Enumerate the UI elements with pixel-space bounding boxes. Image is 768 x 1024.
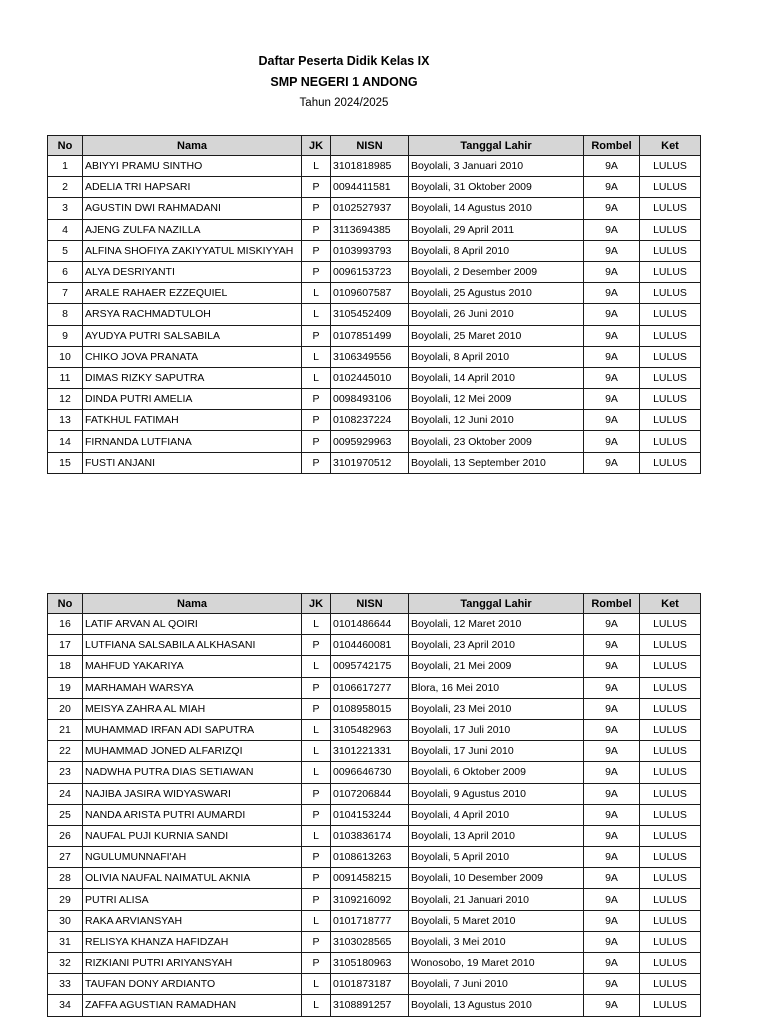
cell-no: 32 xyxy=(48,953,83,974)
table-row xyxy=(48,847,701,868)
cell-tanggal-lahir: Wonosobo, 19 Maret 2010 xyxy=(409,953,584,974)
cell-tanggal-lahir: Boyolali, 5 Maret 2010 xyxy=(409,910,584,931)
cell-nama: DIMAS RIZKY SAPUTRA xyxy=(83,367,302,388)
cell-tanggal-lahir: Boyolali, 13 April 2010 xyxy=(409,825,584,846)
table-row xyxy=(48,410,701,431)
cell-ket: LULUS xyxy=(640,804,701,825)
cell-rombel: 9A xyxy=(584,698,640,719)
cell-no: 14 xyxy=(48,431,83,452)
cell-nama: FUSTI ANJANI xyxy=(83,452,302,473)
cell-no: 30 xyxy=(48,910,83,931)
cell-rombel: 9A xyxy=(584,656,640,677)
cell-no: 5 xyxy=(48,240,83,261)
cell-jk: P xyxy=(302,198,331,219)
cell-ket: LULUS xyxy=(640,868,701,889)
cell-nisn: 0101873187 xyxy=(331,974,409,995)
cell-tanggal-lahir: Boyolali, 21 Januari 2010 xyxy=(409,889,584,910)
cell-jk: L xyxy=(302,367,331,388)
col-header-nisn: NISN xyxy=(331,136,409,156)
cell-nisn: 0101718777 xyxy=(331,910,409,931)
cell-ket: LULUS xyxy=(640,410,701,431)
table-row xyxy=(48,156,701,177)
cell-no: 16 xyxy=(48,614,83,635)
cell-nama: NADWHA PUTRA DIAS SETIAWAN xyxy=(83,762,302,783)
cell-tanggal-lahir: Blora, 16 Mei 2010 xyxy=(409,677,584,698)
cell-tanggal-lahir: Boyolali, 3 Januari 2010 xyxy=(409,156,584,177)
table-row xyxy=(48,346,701,367)
cell-rombel: 9A xyxy=(584,177,640,198)
cell-nama: RAKA ARVIANSYAH xyxy=(83,910,302,931)
cell-jk: P xyxy=(302,783,331,804)
col-header-rombel: Rombel xyxy=(584,594,640,614)
cell-rombel: 9A xyxy=(584,719,640,740)
cell-nisn: 3109216092 xyxy=(331,889,409,910)
cell-ket: LULUS xyxy=(640,198,701,219)
cell-rombel: 9A xyxy=(584,261,640,282)
cell-tanggal-lahir: Boyolali, 26 Juni 2010 xyxy=(409,304,584,325)
cell-tanggal-lahir: Boyolali, 12 Mei 2009 xyxy=(409,389,584,410)
cell-ket: LULUS xyxy=(640,974,701,995)
cell-nisn: 0096153723 xyxy=(331,261,409,282)
cell-no: 29 xyxy=(48,889,83,910)
cell-no: 28 xyxy=(48,868,83,889)
cell-tanggal-lahir: Boyolali, 13 Agustus 2010 xyxy=(409,995,584,1016)
cell-rombel: 9A xyxy=(584,283,640,304)
cell-ket: LULUS xyxy=(640,304,701,325)
cell-nama: MUHAMMAD JONED ALFARIZQI xyxy=(83,741,302,762)
cell-nisn: 0104153244 xyxy=(331,804,409,825)
cell-nisn: 0108237224 xyxy=(331,410,409,431)
cell-ket: LULUS xyxy=(640,719,701,740)
table-row xyxy=(48,304,701,325)
cell-nisn: 0091458215 xyxy=(331,868,409,889)
cell-nama: FATKHUL FATIMAH xyxy=(83,410,302,431)
cell-rombel: 9A xyxy=(584,847,640,868)
cell-jk: L xyxy=(302,656,331,677)
cell-jk: P xyxy=(302,219,331,240)
cell-nama: RELISYA KHANZA HAFIDZAH xyxy=(83,931,302,952)
cell-tanggal-lahir: Boyolali, 7 Juni 2010 xyxy=(409,974,584,995)
cell-nisn: 3108891257 xyxy=(331,995,409,1016)
cell-nisn: 0109607587 xyxy=(331,283,409,304)
cell-tanggal-lahir: Boyolali, 14 April 2010 xyxy=(409,367,584,388)
cell-rombel: 9A xyxy=(584,389,640,410)
cell-rombel: 9A xyxy=(584,367,640,388)
cell-no: 34 xyxy=(48,995,83,1016)
cell-nama: AGUSTIN DWI RAHMADANI xyxy=(83,198,302,219)
cell-nama: RIZKIANI PUTRI ARIYANSYAH xyxy=(83,953,302,974)
cell-ket: LULUS xyxy=(640,156,701,177)
cell-nama: NAJIBA JASIRA WIDYASWARI xyxy=(83,783,302,804)
cell-nisn: 0107206844 xyxy=(331,783,409,804)
cell-rombel: 9A xyxy=(584,804,640,825)
cell-ket: LULUS xyxy=(640,783,701,804)
cell-tanggal-lahir: Boyolali, 5 April 2010 xyxy=(409,847,584,868)
cell-nama: PUTRI ALISA xyxy=(83,889,302,910)
cell-rombel: 9A xyxy=(584,889,640,910)
cell-nama: AJENG ZULFA NAZILLA xyxy=(83,219,302,240)
cell-tanggal-lahir: Boyolali, 29 April 2011 xyxy=(409,219,584,240)
cell-rombel: 9A xyxy=(584,410,640,431)
cell-nisn: 0103993793 xyxy=(331,240,409,261)
academic-year: Tahun 2024/2025 xyxy=(299,97,389,109)
cell-rombel: 9A xyxy=(584,304,640,325)
cell-no: 4 xyxy=(48,219,83,240)
cell-jk: P xyxy=(302,804,331,825)
col-header-nisn: NISN xyxy=(331,594,409,614)
student-table-1 xyxy=(47,135,701,474)
cell-no: 6 xyxy=(48,261,83,282)
col-header-tanggal-lahir: Tanggal Lahir xyxy=(409,594,584,614)
cell-jk: L xyxy=(302,304,331,325)
cell-nisn: 3105482963 xyxy=(331,719,409,740)
cell-ket: LULUS xyxy=(640,910,701,931)
cell-nama: LUTFIANA SALSABILA ALKHASANI xyxy=(83,635,302,656)
cell-no: 24 xyxy=(48,783,83,804)
cell-ket: LULUS xyxy=(640,698,701,719)
cell-nisn: 3106349556 xyxy=(331,346,409,367)
cell-nisn: 0106617277 xyxy=(331,677,409,698)
cell-nisn: 3105452409 xyxy=(331,304,409,325)
cell-nisn: 3101970512 xyxy=(331,452,409,473)
cell-jk: P xyxy=(302,177,331,198)
cell-rombel: 9A xyxy=(584,198,640,219)
table-row xyxy=(48,325,701,346)
cell-nisn: 0096646730 xyxy=(331,762,409,783)
table-row xyxy=(48,698,701,719)
table-row xyxy=(48,953,701,974)
cell-nisn: 3103028565 xyxy=(331,931,409,952)
cell-rombel: 9A xyxy=(584,219,640,240)
cell-no: 17 xyxy=(48,635,83,656)
cell-ket: LULUS xyxy=(640,283,701,304)
cell-ket: LULUS xyxy=(640,346,701,367)
cell-nama: ADELIA TRI HAPSARI xyxy=(83,177,302,198)
cell-ket: LULUS xyxy=(640,261,701,282)
cell-tanggal-lahir: Boyolali, 12 Maret 2010 xyxy=(409,614,584,635)
cell-tanggal-lahir: Boyolali, 17 Juni 2010 xyxy=(409,741,584,762)
cell-jk: P xyxy=(302,953,331,974)
cell-nama: DINDA PUTRI AMELIA xyxy=(83,389,302,410)
cell-nama: AYUDYA PUTRI SALSABILA xyxy=(83,325,302,346)
cell-jk: P xyxy=(302,325,331,346)
cell-no: 21 xyxy=(48,719,83,740)
cell-jk: P xyxy=(302,431,331,452)
col-header-ket: Ket xyxy=(640,594,701,614)
cell-ket: LULUS xyxy=(640,741,701,762)
cell-tanggal-lahir: Boyolali, 25 Agustus 2010 xyxy=(409,283,584,304)
cell-no: 10 xyxy=(48,346,83,367)
cell-no: 33 xyxy=(48,974,83,995)
cell-jk: P xyxy=(302,677,331,698)
cell-no: 22 xyxy=(48,741,83,762)
table-row xyxy=(48,931,701,952)
cell-tanggal-lahir: Boyolali, 31 Oktober 2009 xyxy=(409,177,584,198)
cell-jk: L xyxy=(302,346,331,367)
cell-ket: LULUS xyxy=(640,240,701,261)
cell-nisn: 0101486644 xyxy=(331,614,409,635)
cell-no: 12 xyxy=(48,389,83,410)
document-title: Daftar Peserta Didik Kelas IX xyxy=(258,54,430,68)
cell-rombel: 9A xyxy=(584,783,640,804)
cell-nisn: 0107851499 xyxy=(331,325,409,346)
cell-ket: LULUS xyxy=(640,931,701,952)
cell-no: 13 xyxy=(48,410,83,431)
cell-nama: MUHAMMAD IRFAN ADI SAPUTRA xyxy=(83,719,302,740)
table-row xyxy=(48,177,701,198)
cell-rombel: 9A xyxy=(584,910,640,931)
cell-tanggal-lahir: Boyolali, 8 April 2010 xyxy=(409,346,584,367)
cell-tanggal-lahir: Boyolali, 3 Mei 2010 xyxy=(409,931,584,952)
table-row xyxy=(48,635,701,656)
cell-nama: MAHFUD YAKARIYA xyxy=(83,656,302,677)
cell-no: 15 xyxy=(48,452,83,473)
cell-rombel: 9A xyxy=(584,452,640,473)
table-row xyxy=(48,219,701,240)
table-row xyxy=(48,198,701,219)
cell-rombel: 9A xyxy=(584,614,640,635)
cell-no: 23 xyxy=(48,762,83,783)
cell-ket: LULUS xyxy=(640,177,701,198)
cell-nama: NAUFAL PUJI KURNIA SANDI xyxy=(83,825,302,846)
cell-ket: LULUS xyxy=(640,635,701,656)
cell-tanggal-lahir: Boyolali, 25 Maret 2010 xyxy=(409,325,584,346)
cell-nama: ARSYA RACHMADTULOH xyxy=(83,304,302,325)
cell-nama: NGULUMUNNAFI'AH xyxy=(83,847,302,868)
cell-nisn: 0103836174 xyxy=(331,825,409,846)
cell-tanggal-lahir: Boyolali, 9 Agustus 2010 xyxy=(409,783,584,804)
table-row xyxy=(48,389,701,410)
cell-jk: P xyxy=(302,698,331,719)
cell-nisn: 0094411581 xyxy=(331,177,409,198)
cell-jk: P xyxy=(302,868,331,889)
table-row xyxy=(48,825,701,846)
cell-rombel: 9A xyxy=(584,931,640,952)
cell-rombel: 9A xyxy=(584,995,640,1016)
cell-ket: LULUS xyxy=(640,219,701,240)
cell-jk: P xyxy=(302,889,331,910)
cell-rombel: 9A xyxy=(584,346,640,367)
cell-nama: ALFINA SHOFIYA ZAKIYYATUL MISKIYYAH xyxy=(83,240,302,261)
cell-no: 25 xyxy=(48,804,83,825)
cell-jk: P xyxy=(302,240,331,261)
cell-rombel: 9A xyxy=(584,741,640,762)
cell-tanggal-lahir: Boyolali, 8 April 2010 xyxy=(409,240,584,261)
col-header-tanggal-lahir: Tanggal Lahir xyxy=(409,136,584,156)
cell-ket: LULUS xyxy=(640,452,701,473)
cell-rombel: 9A xyxy=(584,431,640,452)
cell-nama: MEISYA ZAHRA AL MIAH xyxy=(83,698,302,719)
cell-jk: L xyxy=(302,719,331,740)
cell-jk: P xyxy=(302,261,331,282)
student-table-2 xyxy=(47,593,701,1017)
cell-tanggal-lahir: Boyolali, 6 Oktober 2009 xyxy=(409,762,584,783)
cell-tanggal-lahir: Boyolali, 13 September 2010 xyxy=(409,452,584,473)
cell-ket: LULUS xyxy=(640,762,701,783)
cell-nama: ARALE RAHAER EZZEQUIEL xyxy=(83,283,302,304)
cell-rombel: 9A xyxy=(584,953,640,974)
cell-no: 18 xyxy=(48,656,83,677)
cell-nisn: 0095742175 xyxy=(331,656,409,677)
table-row xyxy=(48,995,701,1016)
cell-nisn: 0108613263 xyxy=(331,847,409,868)
cell-ket: LULUS xyxy=(640,953,701,974)
cell-no: 1 xyxy=(48,156,83,177)
cell-rombel: 9A xyxy=(584,156,640,177)
cell-nama: NANDA ARISTA PUTRI AUMARDI xyxy=(83,804,302,825)
cell-tanggal-lahir: Boyolali, 10 Desember 2009 xyxy=(409,868,584,889)
col-header-jk: JK xyxy=(302,594,331,614)
cell-nama: ABIYYI PRAMU SINTHO xyxy=(83,156,302,177)
cell-no: 7 xyxy=(48,283,83,304)
table-row xyxy=(48,741,701,762)
cell-no: 19 xyxy=(48,677,83,698)
cell-nama: MARHAMAH WARSYA xyxy=(83,677,302,698)
table-header-row xyxy=(48,594,701,614)
table-row xyxy=(48,889,701,910)
cell-ket: LULUS xyxy=(640,889,701,910)
cell-tanggal-lahir: Boyolali, 2 Desember 2009 xyxy=(409,261,584,282)
table-row xyxy=(48,240,701,261)
table-row xyxy=(48,719,701,740)
cell-nisn: 0095929963 xyxy=(331,431,409,452)
cell-no: 11 xyxy=(48,367,83,388)
table-row xyxy=(48,677,701,698)
cell-nisn: 0102527937 xyxy=(331,198,409,219)
cell-nisn: 0098493106 xyxy=(331,389,409,410)
cell-jk: P xyxy=(302,931,331,952)
cell-jk: L xyxy=(302,910,331,931)
cell-no: 31 xyxy=(48,931,83,952)
cell-nisn: 3101221331 xyxy=(331,741,409,762)
cell-nama: ALYA DESRIYANTI xyxy=(83,261,302,282)
col-header-no: No xyxy=(48,136,83,156)
cell-jk: L xyxy=(302,741,331,762)
table-row xyxy=(48,614,701,635)
col-header-no: No xyxy=(48,594,83,614)
table-row xyxy=(48,656,701,677)
cell-ket: LULUS xyxy=(640,847,701,868)
cell-ket: LULUS xyxy=(640,389,701,410)
cell-no: 26 xyxy=(48,825,83,846)
cell-no: 20 xyxy=(48,698,83,719)
table-row xyxy=(48,452,701,473)
cell-rombel: 9A xyxy=(584,240,640,261)
table-row xyxy=(48,868,701,889)
cell-nama: FIRNANDA LUTFIANA xyxy=(83,431,302,452)
cell-ket: LULUS xyxy=(640,325,701,346)
cell-ket: LULUS xyxy=(640,431,701,452)
cell-rombel: 9A xyxy=(584,825,640,846)
cell-no: 27 xyxy=(48,847,83,868)
cell-tanggal-lahir: Boyolali, 14 Agustus 2010 xyxy=(409,198,584,219)
cell-nama: CHIKO JOVA PRANATA xyxy=(83,346,302,367)
cell-rombel: 9A xyxy=(584,677,640,698)
cell-rombel: 9A xyxy=(584,868,640,889)
table-row xyxy=(48,283,701,304)
cell-jk: P xyxy=(302,410,331,431)
cell-jk: L xyxy=(302,614,331,635)
cell-ket: LULUS xyxy=(640,995,701,1016)
table-row xyxy=(48,367,701,388)
table-row xyxy=(48,261,701,282)
cell-no: 9 xyxy=(48,325,83,346)
table-row xyxy=(48,804,701,825)
cell-nisn: 3101818985 xyxy=(331,156,409,177)
cell-jk: L xyxy=(302,283,331,304)
cell-ket: LULUS xyxy=(640,677,701,698)
cell-no: 3 xyxy=(48,198,83,219)
cell-rombel: 9A xyxy=(584,325,640,346)
cell-jk: L xyxy=(302,995,331,1016)
cell-nisn: 3113694385 xyxy=(331,219,409,240)
cell-jk: P xyxy=(302,389,331,410)
col-header-ket: Ket xyxy=(640,136,701,156)
cell-nama: ZAFFA AGUSTIAN RAMADHAN xyxy=(83,995,302,1016)
cell-ket: LULUS xyxy=(640,367,701,388)
col-header-nama: Nama xyxy=(83,594,302,614)
table-row xyxy=(48,783,701,804)
cell-tanggal-lahir: Boyolali, 4 April 2010 xyxy=(409,804,584,825)
cell-rombel: 9A xyxy=(584,974,640,995)
table-header-row xyxy=(48,136,701,156)
cell-jk: P xyxy=(302,847,331,868)
cell-nisn: 0104460081 xyxy=(331,635,409,656)
col-header-nama: Nama xyxy=(83,136,302,156)
col-header-rombel: Rombel xyxy=(584,136,640,156)
cell-nama: OLIVIA NAUFAL NAIMATUL AKNIA xyxy=(83,868,302,889)
cell-jk: L xyxy=(302,825,331,846)
cell-nisn: 3105180963 xyxy=(331,953,409,974)
cell-nama: LATIF ARVAN AL QOIRI xyxy=(83,614,302,635)
cell-no: 8 xyxy=(48,304,83,325)
table-row xyxy=(48,910,701,931)
cell-nama: TAUFAN DONY ARDIANTO xyxy=(83,974,302,995)
school-name: SMP NEGERI 1 ANDONG xyxy=(270,75,418,89)
cell-jk: L xyxy=(302,974,331,995)
cell-tanggal-lahir: Boyolali, 17 Juli 2010 xyxy=(409,719,584,740)
cell-tanggal-lahir: Boyolali, 12 Juni 2010 xyxy=(409,410,584,431)
cell-rombel: 9A xyxy=(584,635,640,656)
cell-jk: L xyxy=(302,762,331,783)
cell-ket: LULUS xyxy=(640,825,701,846)
table-row xyxy=(48,762,701,783)
document-header xyxy=(186,52,502,112)
cell-jk: P xyxy=(302,635,331,656)
cell-tanggal-lahir: Boyolali, 23 April 2010 xyxy=(409,635,584,656)
cell-nisn: 0102445010 xyxy=(331,367,409,388)
cell-rombel: 9A xyxy=(584,762,640,783)
cell-jk: P xyxy=(302,452,331,473)
cell-ket: LULUS xyxy=(640,614,701,635)
col-header-jk: JK xyxy=(302,136,331,156)
cell-tanggal-lahir: Boyolali, 21 Mei 2009 xyxy=(409,656,584,677)
cell-tanggal-lahir: Boyolali, 23 Mei 2010 xyxy=(409,698,584,719)
cell-tanggal-lahir: Boyolali, 23 Oktober 2009 xyxy=(409,431,584,452)
cell-jk: L xyxy=(302,156,331,177)
table-row xyxy=(48,974,701,995)
table-row xyxy=(48,431,701,452)
cell-nisn: 0108958015 xyxy=(331,698,409,719)
cell-no: 2 xyxy=(48,177,83,198)
cell-ket: LULUS xyxy=(640,656,701,677)
